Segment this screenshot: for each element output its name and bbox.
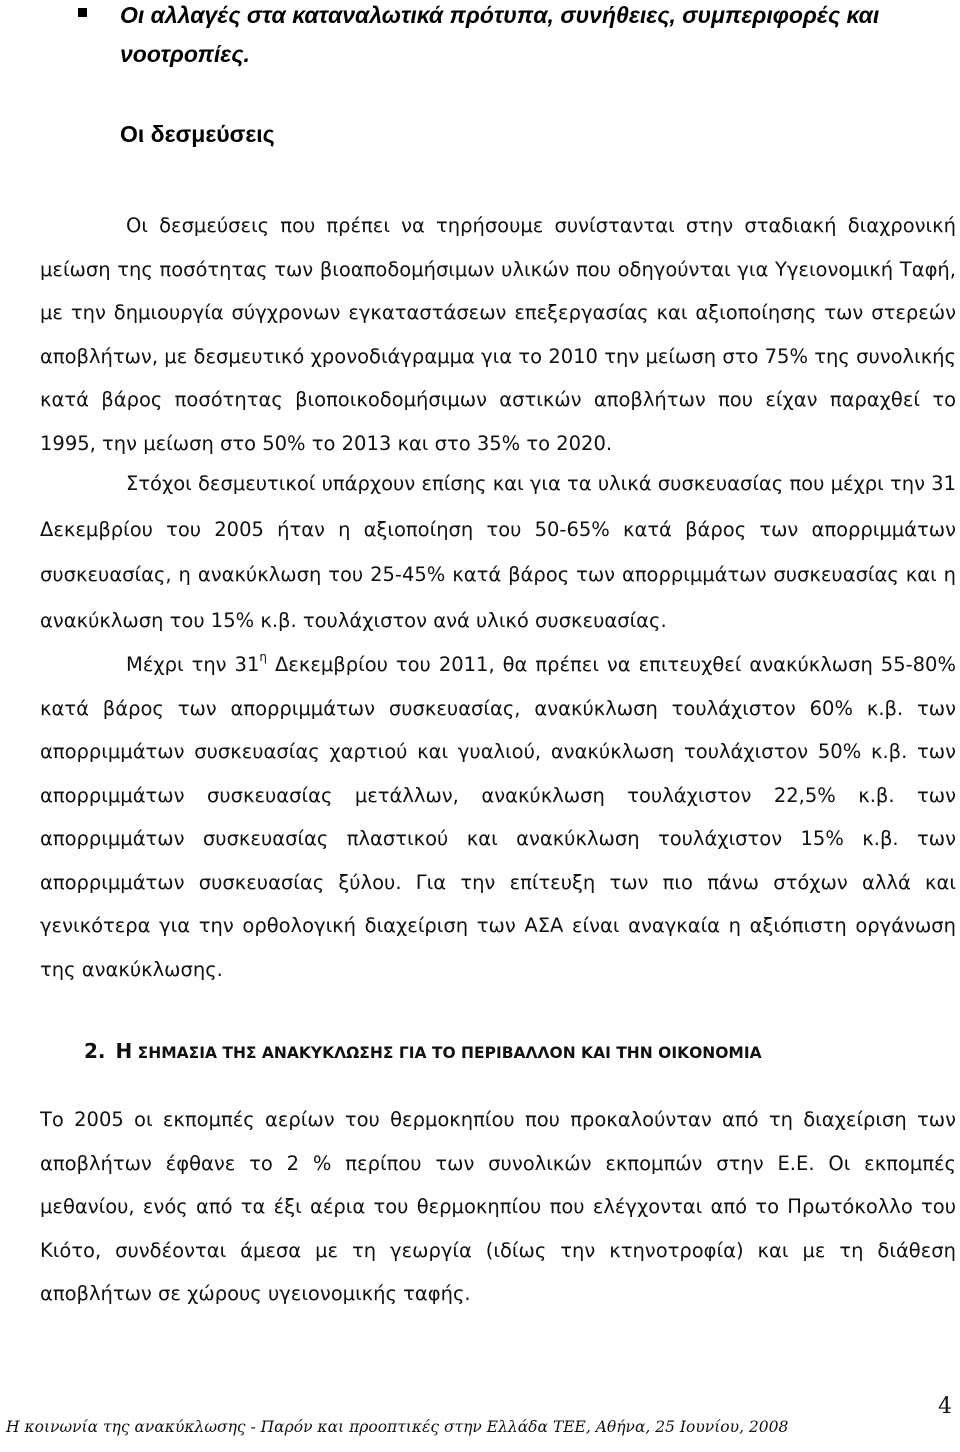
p3-lead-text: Μέχρι την 31 (126, 653, 260, 676)
subheading-commitments: Οι δεσμεύσεις (120, 121, 275, 147)
section-title: ΣΗΜΑΣΙΑ ΤΗΣ ΑΝΑΚΥΚΛΩΣΗΣ ΓΙΑ ΤΟ ΠΕΡΙΒΑΛΛΟΝ ΚΑΙ ΤΗΝ ΟΙΚΟΝΟΜΙΑ (132, 1044, 762, 1062)
paragraph-2011-targets (40, 643, 956, 991)
square-bullet-icon (78, 8, 87, 17)
p3-rest-text: Δεκεμβρίου του 2011, θα πρέπει να επιτευχθεί ανακύκλωση 55-80% κατά βάρος των απορριμμάτων συσκευασίας, ανακύκλωση τουλάχιστον 60% κ.β. των απορριμμάτων συσκευασίας χαρτιού και γυαλιού, ανακύκλωση τουλάχιστον 50% κ.β. των απορριμμάτων συσκευασίας μετάλλων, ανακύκλωση τουλάχιστον 22,5% κ.β. των απορριμμάτων συσκευασίας πλαστικού και ανακύκλωση τουλάχιστον 15% κ.β. των απορριμμάτων συσκευασίας ξύλου. Για την επίτευξη των πιο πάνω στόχων αλλά και γενικότερα για την ορθολογική διαχείριση των ΑΣΑ είναι αναγκαία η αξιόπιστη οργάνωση της ανακύκλωσης. (40, 653, 956, 981)
page-number: 4 (938, 1394, 952, 1419)
commitments-body (40, 204, 956, 991)
environment-body (40, 1098, 956, 1316)
paragraph-commitments: Οι δεσμεύσεις που πρέπει να τηρήσουμε συνίστανται στην σταδιακή διαχρονική μείωση της ποσότητας των βιοαποδομήσιμων υλικών που οδηγούνται για Υγειονομική Ταφή, με την δημιουργία σύγχρονων εγκαταστάσεων επεξεργασίας και αξιοποίησης των στερεών αποβλήτων, με δεσμευτικό χρονοδιάγραμμα για το 2010 την μείωση στο 75% της συνολικής κατά βάρος ποσότητας βιοποικοδομήσιμων αστικών αποβλήτων που είχαν παραχθεί το 1995, την μείωση στο 50% το 2013 και στο 35% το 2020. (40, 214, 956, 455)
paragraph-packaging-targets: Στόχοι δεσμευτικοί υπάρχουν επίσης και για τα υλικά συσκευασίας που μέχρι την 31 Δεκεμβρίου του 2005 ήταν η αξιοποίηση του 50-65% κατά βάρος των απορριμμάτων συσκευασίας, η ανακύκλωση του 25-45% κατά βάρος των απορριμμάτων συσκευασίας και η ανακύκλωση του 15% κ.β. τουλάχιστον ανά υλικό συσκευασίας. (40, 472, 956, 632)
ordinal-superscript: η (259, 650, 267, 664)
section-title-first-letter: Η (115, 1039, 133, 1063)
bullet-heading: Οι αλλαγές στα καταναλωτικά πρότυπα, συνήθειες, συμπεριφορές και νοοτροπίες. (120, 2, 880, 67)
section-heading (84, 1039, 762, 1063)
page-footer: Η κοινωνία της ανακύκλωσης - Παρόν και προοπτικές στην Ελλάδα ΤΕΕ, Αθήνα, 25 Ιουνίου, 2008 (6, 1418, 789, 1436)
paragraph-emissions: Το 2005 οι εκπομπές αερίων του θερμοκηπίου που προκαλούνταν από τη διαχείριση των αποβλήτων έφθανε το 2 % περίπου των συνολικών εκπομπών στην Ε.Ε. Οι εκπομπές μεθανίου, ενός από τα έξι αέρια του θερμοκηπίου που ελέγχονται από το Πρωτόκολλο του Κιότο, συνδέονται άμεσα με τη γεωργία (ιδίως την κτηνοτροφία) και με τη διάθεση αποβλήτων σε χώρους υγειονομικής ταφής. (40, 1108, 956, 1305)
section-number: 2. (84, 1039, 106, 1063)
